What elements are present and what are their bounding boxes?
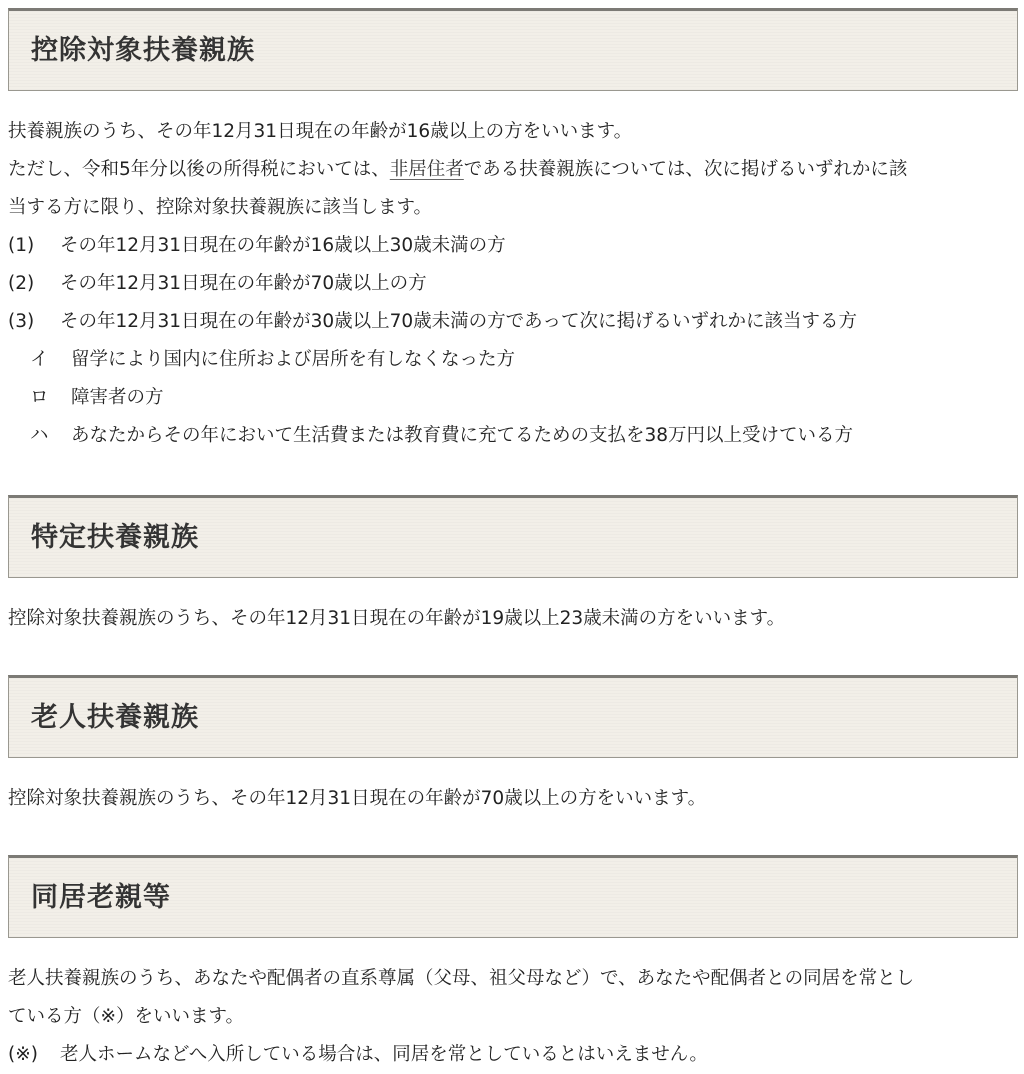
- list-item: [8, 303, 1018, 341]
- sub-list-mark: イ: [30, 349, 49, 370]
- paragraph-line: [8, 151, 1018, 189]
- text-segment: ただし、令和5年分以後の所得税においては、: [8, 159, 390, 180]
- sub-list-item: [8, 417, 1018, 455]
- sub-list-item: [8, 379, 1018, 417]
- section-title: 同居老親等: [31, 882, 171, 913]
- paragraph-line: 老人扶養親族のうち、あなたや配偶者の直系尊属（父母、祖父母など）で、あなたや配偶者との同居を常とし: [8, 968, 915, 989]
- section-body: [8, 780, 1018, 818]
- section-body: [8, 113, 1018, 455]
- section-title: 控除対象扶養親族: [31, 35, 255, 66]
- section-dependent-relatives: [8, 8, 1018, 455]
- text-segment: である扶養親族については、次に掲げるいずれかに該: [463, 159, 908, 180]
- section-elderly-dependents: [8, 675, 1018, 818]
- list-item-text: その年12月31日現在の年齢が30歳以上70歳未満の方であって次に掲げるいずれかに該当する方: [60, 311, 857, 332]
- paragraph-line: ている方（※）をいいます。: [8, 1006, 245, 1027]
- section-title: 特定扶養親族: [31, 522, 199, 553]
- paragraph-line: 控除対象扶養親族のうち、その年12月31日現在の年齢が19歳以上23歳未満の方をいいます。: [8, 608, 786, 629]
- sub-list-text: 障害者の方: [71, 387, 164, 408]
- sub-list-item: [8, 341, 1018, 379]
- list-item-text: その年12月31日現在の年齢が16歳以上30歳未満の方: [60, 235, 506, 256]
- sub-list-text: あなたからその年において生活費または教育費に充てるための支払を38万円以上受けている方: [71, 425, 854, 446]
- paragraph-line: 当する方に限り、控除対象扶養親族に該当します。: [8, 197, 433, 218]
- section-body: [8, 600, 1018, 638]
- section-heading-box: [8, 855, 1018, 938]
- sub-list-mark: ハ: [30, 425, 49, 446]
- note-line: [8, 1036, 1018, 1074]
- paragraph-line: 扶養親族のうち、その年12月31日現在の年齢が16歳以上の方をいいます。: [8, 121, 633, 142]
- section-body: [8, 960, 1018, 1074]
- sub-list-text: 留学により国内に住所および居所を有しなくなった方: [71, 349, 516, 370]
- list-item-number: (2): [8, 273, 35, 294]
- paragraph-line: 控除対象扶養親族のうち、その年12月31日現在の年齢が70歳以上の方をいいます。: [8, 788, 707, 809]
- section-title: 老人扶養親族: [31, 702, 199, 733]
- sub-list-mark: ロ: [30, 387, 49, 408]
- section-specific-dependents: [8, 495, 1018, 638]
- note-text: 老人ホームなどへ入所している場合は、同居を常としているとはいえません。: [60, 1044, 708, 1065]
- list-item-number: (1): [8, 235, 35, 256]
- note-mark: (※): [8, 1044, 38, 1065]
- section-cohabiting-elderly-parents: [8, 855, 1018, 1074]
- section-heading-box: [8, 495, 1018, 578]
- non-resident-link[interactable]: 非居住者: [389, 159, 464, 180]
- section-heading-box: [8, 675, 1018, 758]
- list-item: [8, 227, 1018, 265]
- list-item: [8, 265, 1018, 303]
- list-item-text: その年12月31日現在の年齢が70歳以上の方: [60, 273, 427, 294]
- section-heading-box: [8, 8, 1018, 91]
- list-item-number: (3): [8, 311, 35, 332]
